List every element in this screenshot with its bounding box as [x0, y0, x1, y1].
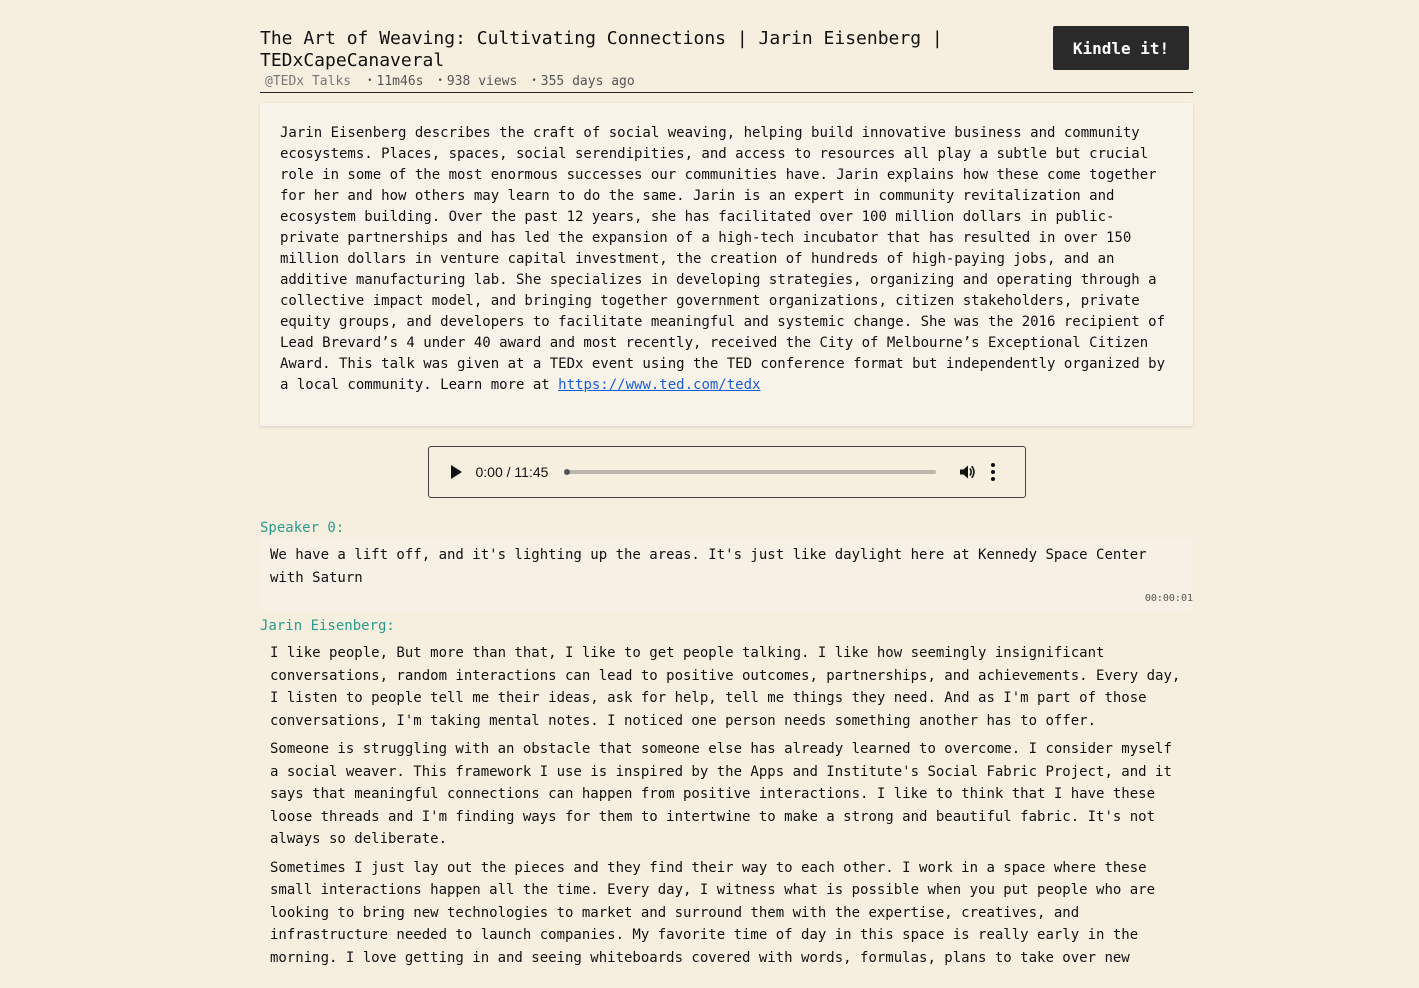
channel-name[interactable]: @TEDx Talks [265, 74, 352, 89]
transcript-paragraph: I like people, But more than that, I like to get people talking. I like how seemingly insignificant conversations, random interactions can lead to positive outcomes, partnerships, and achievements. Every day, I listen to people tell me their ideas, ask for help, tell me things they need. And as I'm part of those conversations, I'm taking mental notes. I noticed one person needs something another has to offer. [270, 645, 1181, 729]
video-meta [260, 74, 1193, 89]
video-description [260, 103, 1193, 426]
timestamp[interactable]: 00:00:01 [1144, 593, 1193, 604]
play-icon[interactable] [451, 465, 462, 479]
progress-knob[interactable] [564, 469, 570, 475]
audio-player-wrap [260, 446, 1193, 498]
view-count: • 938 views [437, 74, 517, 89]
video-duration: • 11m46s [367, 74, 423, 89]
video-title: The Art of Weaving: Cultivating Connections | Jarin Eisenberg | TEDxCapeCanaveral [260, 28, 943, 71]
transcript-block [260, 636, 1193, 969]
description-text: Jarin Eisenberg describes the craft of social weaving, helping build innovative business and community ecosystems. Places, spaces, social serendipities, and access to resources all play a subtle but crucial role in some of the most enormous successes our communities have. Jarin explains how these come together for her and how others may learn to do the same. Jarin is an expert in community revitalization and ecosystem building. Over the past 12 years, she has facilitated over 100 million dollars in public-private partnerships and has led the expansion of a high-tech incubator that has resulted in over 150 million dollars in venture capital investment, the creation of hundreds of high-paying jobs, and an additive manufacturing lab. She specializes in developing strategies, organizing and operating through a collective impact model, and bringing together government organizations, citizen stakeholders, private equity groups, and developers to facilitate meaningful and systemic change. She was the 2016 recipient of Lead Brevard’s 4 under 40 award and most recently, received the City of Melbourne’s Exceptional Citizen Award. This talk was given at a TEDx event using the TED conference format but independently organized by a local community. Learn more at [280, 125, 1166, 393]
volume-icon[interactable] [958, 463, 976, 481]
audio-player [428, 446, 1026, 498]
video-header [260, 28, 1193, 93]
page [260, 0, 1193, 969]
kindle-it-button[interactable]: Kindle it! [1053, 26, 1189, 70]
progress-bar[interactable] [564, 470, 936, 474]
transcript-paragraph: Someone is struggling with an obstacle that someone else has already learned to overcome. I consider myself a social weaver. This framework I use is inspired by the Apps and Institute's Social Fabric Project, and it says that meaningful connections can happen from positive interactions. I like to think that I have these loose threads and I'm finding ways for them to intertwine to make a strong and beautiful fabric. It's not always so deliberate. [270, 741, 1172, 847]
upload-age: • 355 days ago [531, 74, 634, 89]
playback-time: 0:00 / 11:45 [475, 464, 549, 480]
transcript-block [260, 538, 1193, 612]
transcript-paragraph: We have a lift off, and it's lighting up the areas. It's just like daylight here at Kennedy Space Center with Saturn [270, 547, 1147, 586]
speaker-label: Speaker 0: [260, 520, 345, 536]
transcript-paragraph: Sometimes I just lay out the pieces and they find their way to each other. I work in a space where these small interactions happen all the time. Every day, I witness what is possible when you put people who are looking to bring new technologies to market and surround them with the expertise, creatives, and infrastructure needed to launch companies. My favorite time of day in this space is really early in the morning. I love getting in and seeing whiteboards covered with words, formulas, plans to take over new [270, 859, 1156, 966]
transcript [260, 518, 1193, 969]
speaker-label: Jarin Eisenberg: [260, 618, 395, 634]
tedx-link[interactable]: https://www.ted.com/tedx [558, 377, 761, 393]
more-options-icon[interactable] [990, 463, 996, 481]
